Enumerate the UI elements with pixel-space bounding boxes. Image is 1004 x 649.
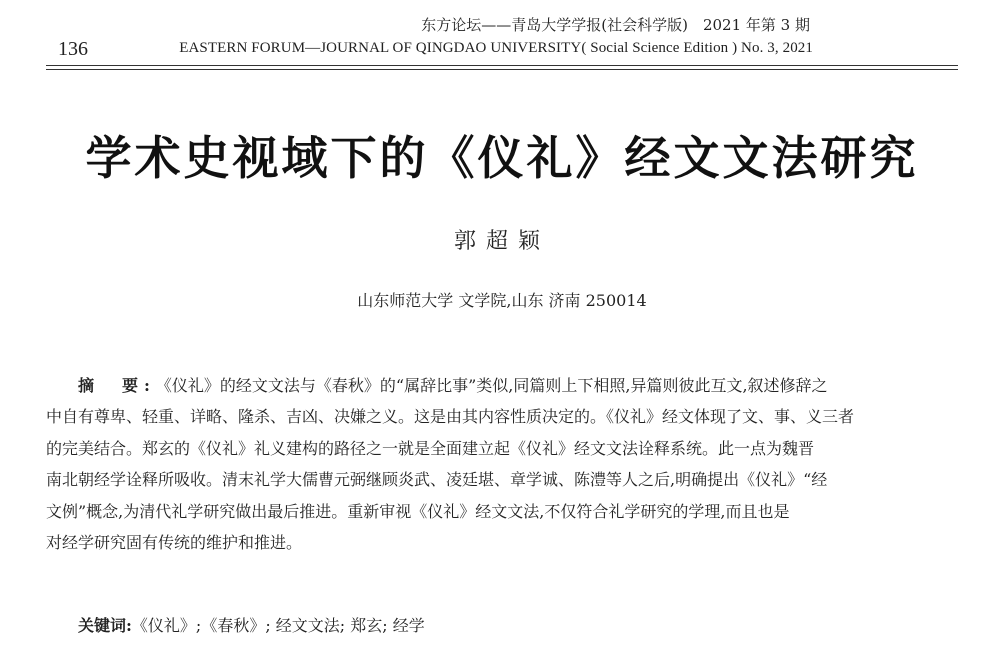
abstract: [46, 370, 954, 558]
keywords-label: 关键词:: [78, 616, 132, 635]
abstract-text: 《仪礼》的经文文法与《春秋》的“属辞比事”类似,同篇则上下相照,异篇则彼此互文,叙述修辞之: [155, 376, 828, 395]
article-author: 郭超颖: [453, 229, 550, 254]
journal-title-english: EASTERN FORUM—JOURNAL OF QINGDAO UNIVERSITY( Social Science Edition ) No. 3, 2021: [179, 40, 813, 56]
abstract-line-1: [46, 370, 954, 401]
header-rule-bottom: [46, 69, 958, 70]
journal-header: [46, 0, 958, 74]
article-title: 学术史视域下的《仪礼》经文文法研究: [85, 131, 919, 185]
keywords-text: 《仪礼》;《春秋》; 经文文法; 郑玄; 经学: [131, 616, 425, 635]
abstract-line-6: 对经学研究固有传统的维护和推进。: [46, 533, 303, 553]
abstract-label: 摘 要:: [78, 376, 156, 395]
page-number: 136: [58, 38, 88, 60]
abstract-line-5: 文例”概念,为清代礼学研究做出最后推进。重新审视《仪礼》经文文法,不仅符合礼学研究的学理,而且也是: [46, 501, 790, 521]
journal-title-chinese: 东方论坛——青岛大学学报(社会科学版) 2021 年第 3 期: [421, 16, 810, 34]
author-affiliation: 山东师范大学 文学院,山东 济南 250014: [357, 291, 647, 310]
header-rule-top: [46, 65, 958, 66]
abstract-line-2: 中自有尊卑、轻重、详略、隆杀、吉凶、决嫌之义。这是由其内容性质决定的。《仪礼》经文体现了文、事、义三者: [46, 407, 855, 427]
keywords: [78, 613, 425, 636]
abstract-line-4: 南北朝经学诠释所吸收。清末礼学大儒曹元弼继顾炎武、凌廷堪、章学诚、陈澧等人之后,明确提出《仪礼》“经: [46, 470, 828, 490]
abstract-line-3: 的完美结合。郑玄的《仪礼》礼义建构的路径之一就是全面建立起《仪礼》经文文法诠释系统。此一点为魏晋: [46, 438, 815, 458]
